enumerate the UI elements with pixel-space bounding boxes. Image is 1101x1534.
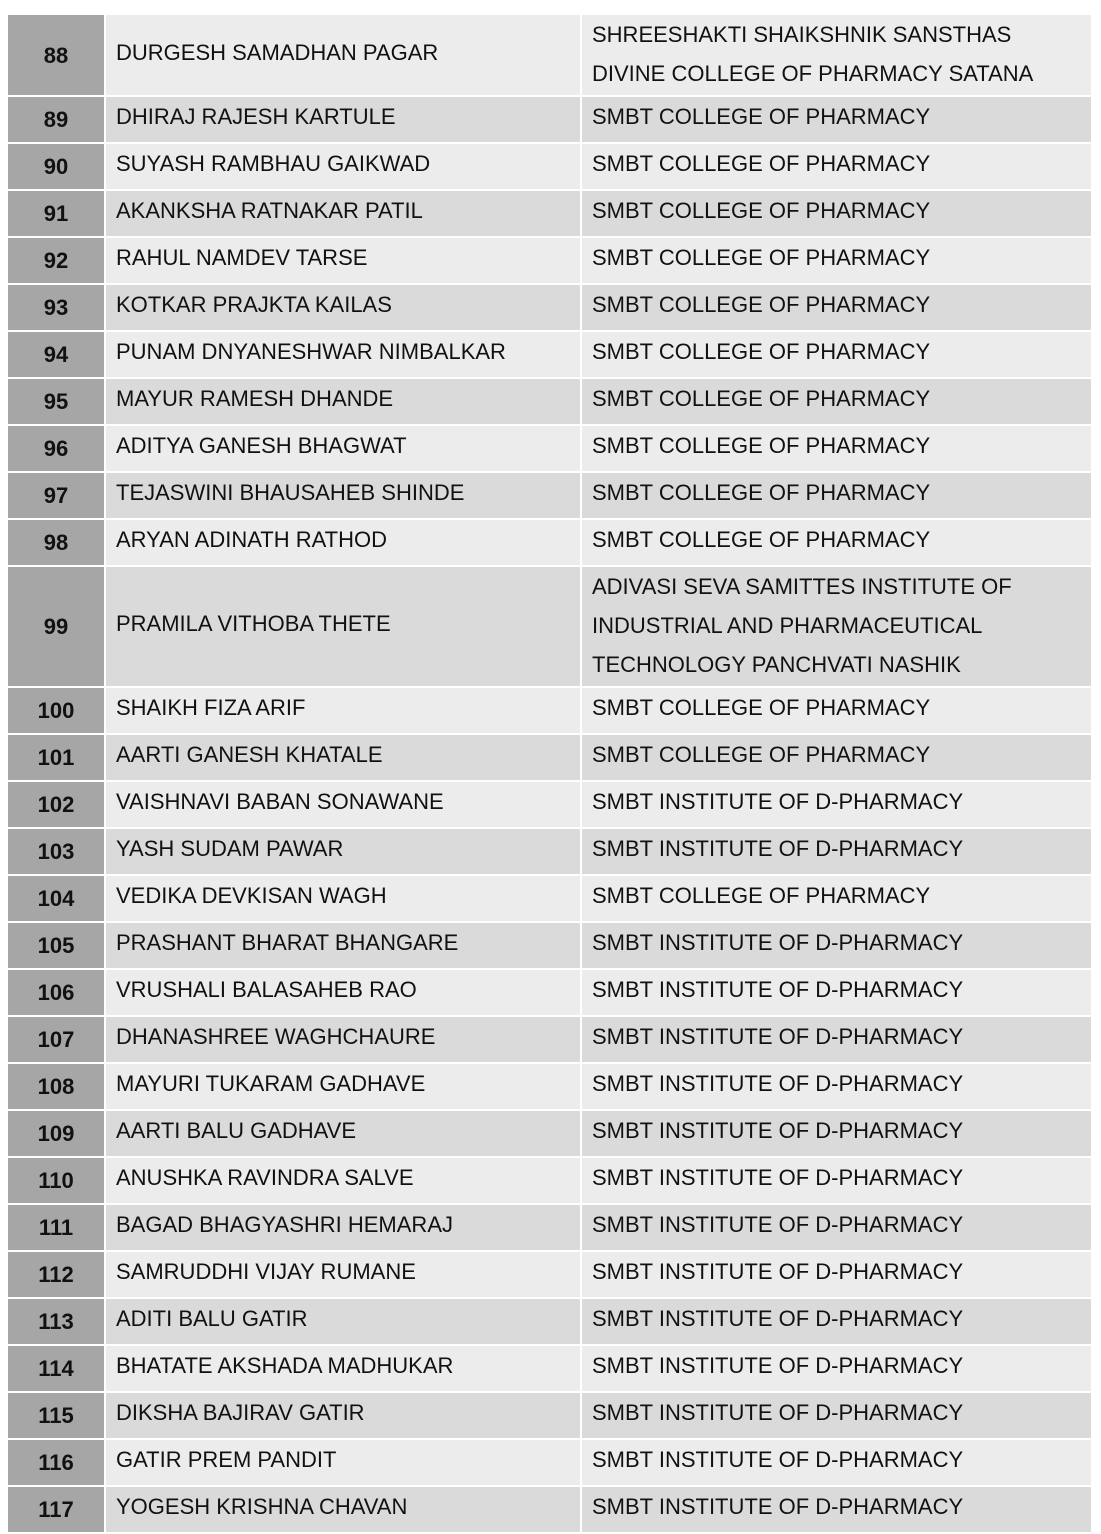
student-name-cell: SHAIKH FIZA ARIF [105,687,581,734]
student-name-cell: GATIR PREM PANDIT [105,1439,581,1486]
college-name-cell: SMBT INSTITUTE OF D-PHARMACY [581,1486,1092,1533]
table-row [7,190,1092,237]
serial-number-cell: 93 [7,284,105,331]
table-body [7,14,1092,1533]
college-name-cell: SMBT COLLEGE OF PHARMACY [581,284,1092,331]
student-name-cell: PRAMILA VITHOBA THETE [105,566,581,687]
student-name-cell: AARTI BALU GADHAVE [105,1110,581,1157]
college-name-cell: SMBT COLLEGE OF PHARMACY [581,519,1092,566]
student-name-cell: ADITYA GANESH BHAGWAT [105,425,581,472]
college-name-cell: SMBT INSTITUTE OF D-PHARMACY [581,1204,1092,1251]
student-name-cell: RAHUL NAMDEV TARSE [105,237,581,284]
table-row [7,1110,1092,1157]
table-row [7,1016,1092,1063]
serial-number-cell: 113 [7,1298,105,1345]
serial-number-cell: 92 [7,237,105,284]
college-name-cell: SMBT COLLEGE OF PHARMACY [581,237,1092,284]
table-row [7,828,1092,875]
serial-number-cell: 114 [7,1345,105,1392]
table-row [7,425,1092,472]
student-name-cell: KOTKAR PRAJKTA KAILAS [105,284,581,331]
student-name-cell: DHANASHREE WAGHCHAURE [105,1016,581,1063]
table-row [7,1251,1092,1298]
college-name-cell: SMBT INSTITUTE OF D-PHARMACY [581,1016,1092,1063]
serial-number-cell: 108 [7,1063,105,1110]
college-name-cell: SMBT COLLEGE OF PHARMACY [581,190,1092,237]
college-name-cell: SMBT INSTITUTE OF D-PHARMACY [581,1345,1092,1392]
student-name-cell: VEDIKA DEVKISAN WAGH [105,875,581,922]
table-row [7,519,1092,566]
table-row [7,14,1092,96]
table-row [7,1392,1092,1439]
serial-number-cell: 94 [7,331,105,378]
serial-number-cell: 115 [7,1392,105,1439]
college-name-cell: SMBT INSTITUTE OF D-PHARMACY [581,1392,1092,1439]
serial-number-cell: 110 [7,1157,105,1204]
table-row [7,969,1092,1016]
college-name-cell: SMBT INSTITUTE OF D-PHARMACY [581,1251,1092,1298]
table-row [7,781,1092,828]
serial-number-cell: 102 [7,781,105,828]
college-name-cell: SMBT INSTITUTE OF D-PHARMACY [581,1157,1092,1204]
student-name-cell: AARTI GANESH KHATALE [105,734,581,781]
serial-number-cell: 107 [7,1016,105,1063]
student-name-cell: PUNAM DNYANESHWAR NIMBALKAR [105,331,581,378]
college-name-cell: SMBT INSTITUTE OF D-PHARMACY [581,828,1092,875]
table-row [7,1298,1092,1345]
student-name-cell: YOGESH KRISHNA CHAVAN [105,1486,581,1533]
student-name-cell: ARYAN ADINATH RATHOD [105,519,581,566]
student-name-cell: SUYASH RAMBHAU GAIKWAD [105,143,581,190]
table-row [7,875,1092,922]
table-row [7,1157,1092,1204]
serial-number-cell: 97 [7,472,105,519]
student-name-cell: ADITI BALU GATIR [105,1298,581,1345]
student-name-cell: VAISHNAVI BABAN SONAWANE [105,781,581,828]
table-row [7,922,1092,969]
serial-number-cell: 117 [7,1486,105,1533]
serial-number-cell: 91 [7,190,105,237]
table-row [7,734,1092,781]
student-name-cell: TEJASWINI BHAUSAHEB SHINDE [105,472,581,519]
table-row [7,143,1092,190]
college-name-cell: SMBT COLLEGE OF PHARMACY [581,331,1092,378]
serial-number-cell: 88 [7,14,105,96]
table-row [7,472,1092,519]
student-name-cell: PRASHANT BHARAT BHANGARE [105,922,581,969]
student-list-table [6,13,1093,1534]
serial-number-cell: 112 [7,1251,105,1298]
serial-number-cell: 111 [7,1204,105,1251]
serial-number-cell: 100 [7,687,105,734]
college-name-cell: SMBT INSTITUTE OF D-PHARMACY [581,1063,1092,1110]
student-name-cell: DIKSHA BAJIRAV GATIR [105,1392,581,1439]
table-row [7,1345,1092,1392]
student-name-cell: MAYURI TUKARAM GADHAVE [105,1063,581,1110]
table-row [7,1439,1092,1486]
student-name-cell: MAYUR RAMESH DHANDE [105,378,581,425]
serial-number-cell: 116 [7,1439,105,1486]
student-name-cell: VRUSHALI BALASAHEB RAO [105,969,581,1016]
serial-number-cell: 96 [7,425,105,472]
student-name-cell: BAGAD BHAGYASHRI HEMARAJ [105,1204,581,1251]
serial-number-cell: 89 [7,96,105,143]
serial-number-cell: 95 [7,378,105,425]
college-name-cell: ADIVASI SEVA SAMITTES INSTITUTE OF INDUSTRIAL AND PHARMACEUTICAL TECHNOLOGY PANCHVATI NASHIK [581,566,1092,687]
college-name-cell: SMBT INSTITUTE OF D-PHARMACY [581,781,1092,828]
table-row [7,1204,1092,1251]
student-name-cell: AKANKSHA RATNAKAR PATIL [105,190,581,237]
student-name-cell: DHIRAJ RAJESH KARTULE [105,96,581,143]
serial-number-cell: 103 [7,828,105,875]
college-name-cell: SMBT INSTITUTE OF D-PHARMACY [581,1298,1092,1345]
serial-number-cell: 104 [7,875,105,922]
table-row [7,96,1092,143]
college-name-cell: SMBT COLLEGE OF PHARMACY [581,875,1092,922]
serial-number-cell: 109 [7,1110,105,1157]
college-name-cell: SHREESHAKTI SHAIKSHNIK SANSTHAS DIVINE COLLEGE OF PHARMACY SATANA [581,14,1092,96]
table-row [7,237,1092,284]
college-name-cell: SMBT COLLEGE OF PHARMACY [581,143,1092,190]
table-row [7,1486,1092,1533]
college-name-cell: SMBT INSTITUTE OF D-PHARMACY [581,922,1092,969]
college-name-cell: SMBT COLLEGE OF PHARMACY [581,96,1092,143]
student-name-cell: SAMRUDDHI VIJAY RUMANE [105,1251,581,1298]
serial-number-cell: 99 [7,566,105,687]
serial-number-cell: 106 [7,969,105,1016]
table-row [7,687,1092,734]
table-row [7,284,1092,331]
serial-number-cell: 105 [7,922,105,969]
college-name-cell: SMBT INSTITUTE OF D-PHARMACY [581,969,1092,1016]
college-name-cell: SMBT COLLEGE OF PHARMACY [581,472,1092,519]
college-name-cell: SMBT COLLEGE OF PHARMACY [581,687,1092,734]
student-name-cell: YASH SUDAM PAWAR [105,828,581,875]
serial-number-cell: 98 [7,519,105,566]
student-name-cell: BHATATE AKSHADA MADHUKAR [105,1345,581,1392]
college-name-cell: SMBT INSTITUTE OF D-PHARMACY [581,1439,1092,1486]
student-name-cell: ANUSHKA RAVINDRA SALVE [105,1157,581,1204]
table-row [7,1063,1092,1110]
college-name-cell: SMBT INSTITUTE OF D-PHARMACY [581,1110,1092,1157]
table-row [7,566,1092,687]
table-row [7,378,1092,425]
college-name-cell: SMBT COLLEGE OF PHARMACY [581,734,1092,781]
student-name-cell: DURGESH SAMADHAN PAGAR [105,14,581,96]
college-name-cell: SMBT COLLEGE OF PHARMACY [581,425,1092,472]
serial-number-cell: 101 [7,734,105,781]
serial-number-cell: 90 [7,143,105,190]
table-row [7,331,1092,378]
college-name-cell: SMBT COLLEGE OF PHARMACY [581,378,1092,425]
